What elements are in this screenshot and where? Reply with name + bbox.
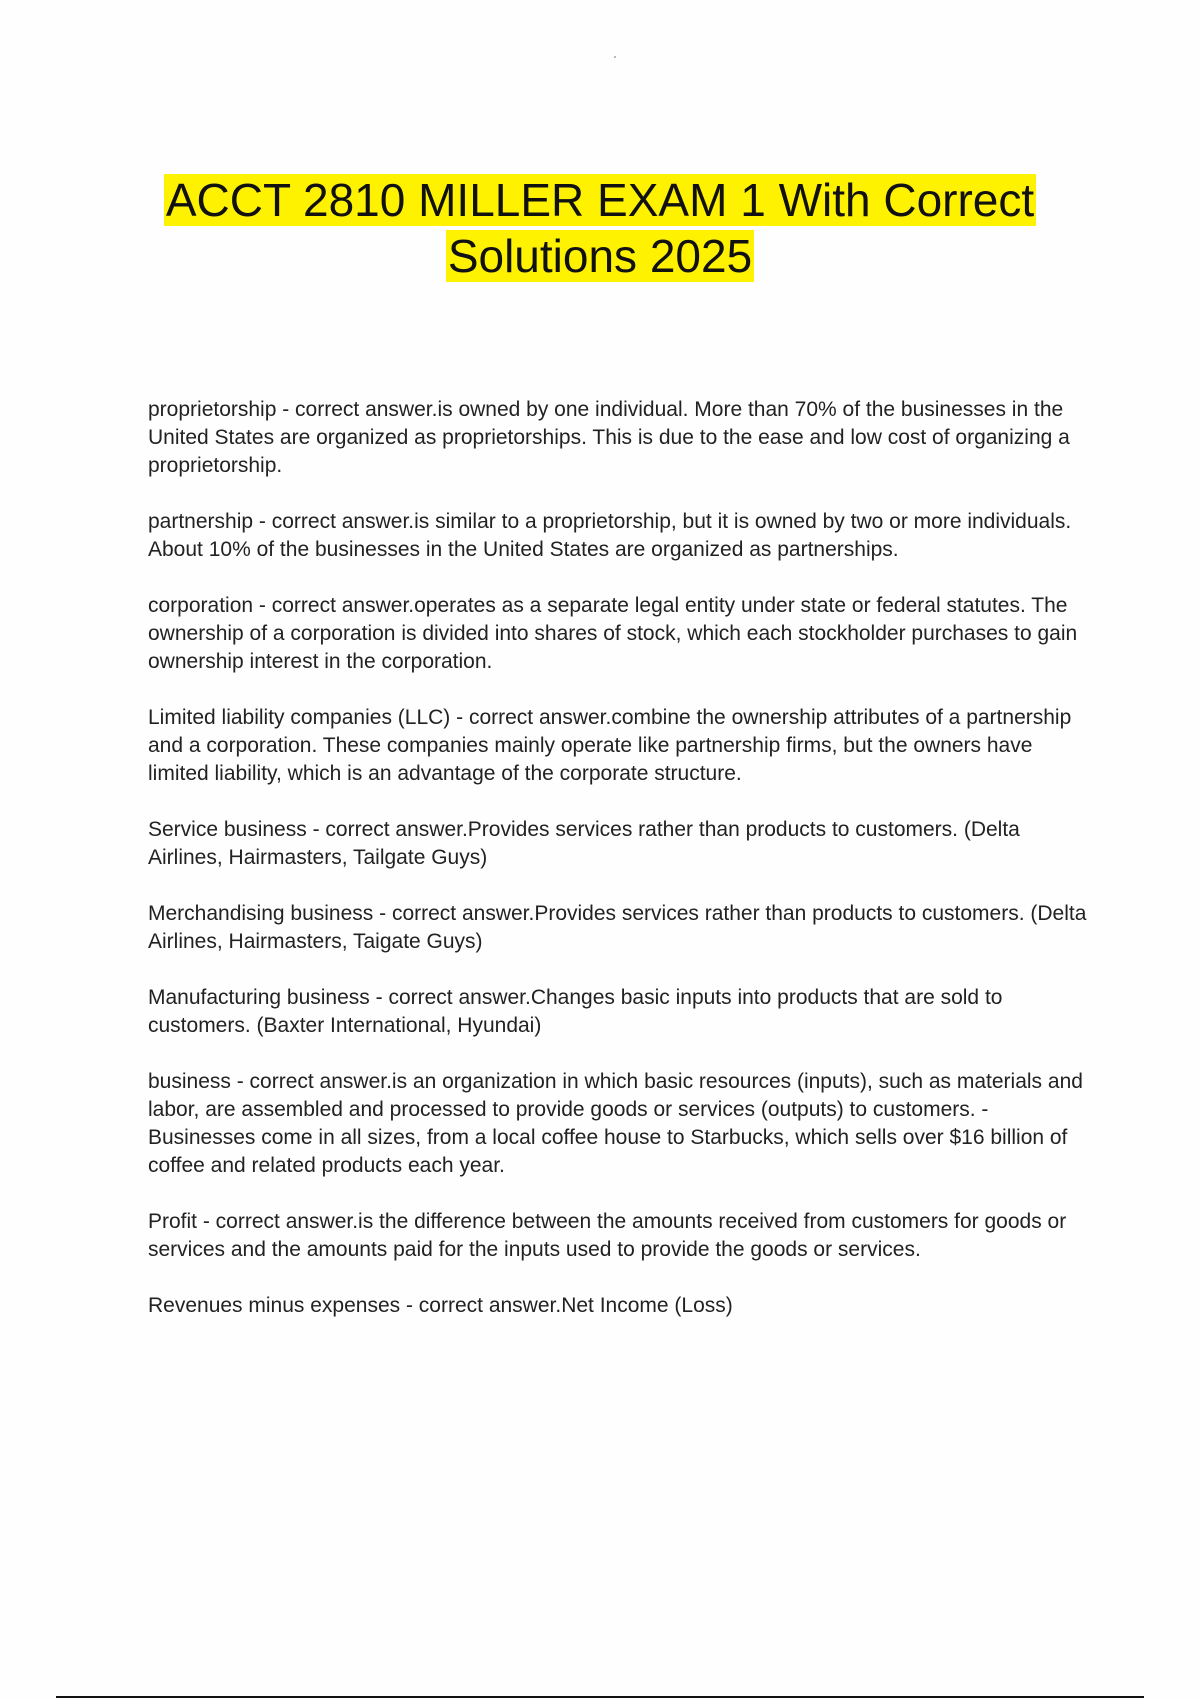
qa-entry-merchandising-business: Merchandising business - correct answer.Provides services rather than products to customers. (Delta Airlines, Hairmasters, Taigate Guys)	[148, 902, 1087, 953]
qa-entry-manufacturing-business: Manufacturing business - correct answer.Changes basic inputs into products that are sold to customers. (Baxter International, Hyundai)	[148, 986, 1003, 1037]
qa-entry-business: business - correct answer.is an organization in which basic resources (inputs), such as materials and labor, are assembled and processed to provide goods or services (outputs) to customers. -Businesses come in all sizes, from a local coffee house to Starbucks, which sells over $16 billion of coffee and related products each year.	[148, 1070, 1083, 1177]
qa-entry-llc: Limited liability companies (LLC) - correct answer.combine the ownership attributes of a partnership and a corporation. These companies mainly operate like partnership firms, but the owners have limited liability, which is an advantage of the corporate structure.	[148, 706, 1072, 785]
document-title	[0, 172, 1200, 284]
title-line-2: Solutions 2025	[447, 230, 753, 282]
qa-entry-corporation: corporation - correct answer.operates as a separate legal entity under state or federal statutes. The ownership of a corporation is divided into shares of stock, which each stockholder purchases to gain ownership interest in the corporation.	[148, 594, 1078, 673]
qa-entry-partnership: partnership - correct answer.is similar to a proprietorship, but it is owned by two or more individuals. About 10% of the businesses in the United States are organized as partnerships.	[148, 510, 1072, 561]
qa-entry-profit: Profit - correct answer.is the difference between the amounts received from customers for goods or services and the amounts paid for the inputs used to provide the goods or services.	[148, 1210, 1067, 1261]
qa-list	[148, 396, 1088, 1348]
qa-entry-service-business: Service business - correct answer.Provides services rather than products to customers. (Delta Airlines, Hairmasters, Tailgate Guys)	[148, 818, 1020, 869]
scan-speck	[614, 56, 616, 58]
qa-entry-revenues-minus-expenses: Revenues minus expenses - correct answer.Net Income (Loss)	[148, 1294, 733, 1317]
title-line-1: ACCT 2810 MILLER EXAM 1 With Correct	[165, 174, 1035, 226]
page-bottom-rule	[56, 1696, 1144, 1698]
qa-entry-proprietorship: proprietorship - correct answer.is owned by one individual. More than 70% of the businesses in the United States are organized as proprietorships. This is due to the ease and low cost of organizing a proprietorship.	[148, 398, 1070, 477]
